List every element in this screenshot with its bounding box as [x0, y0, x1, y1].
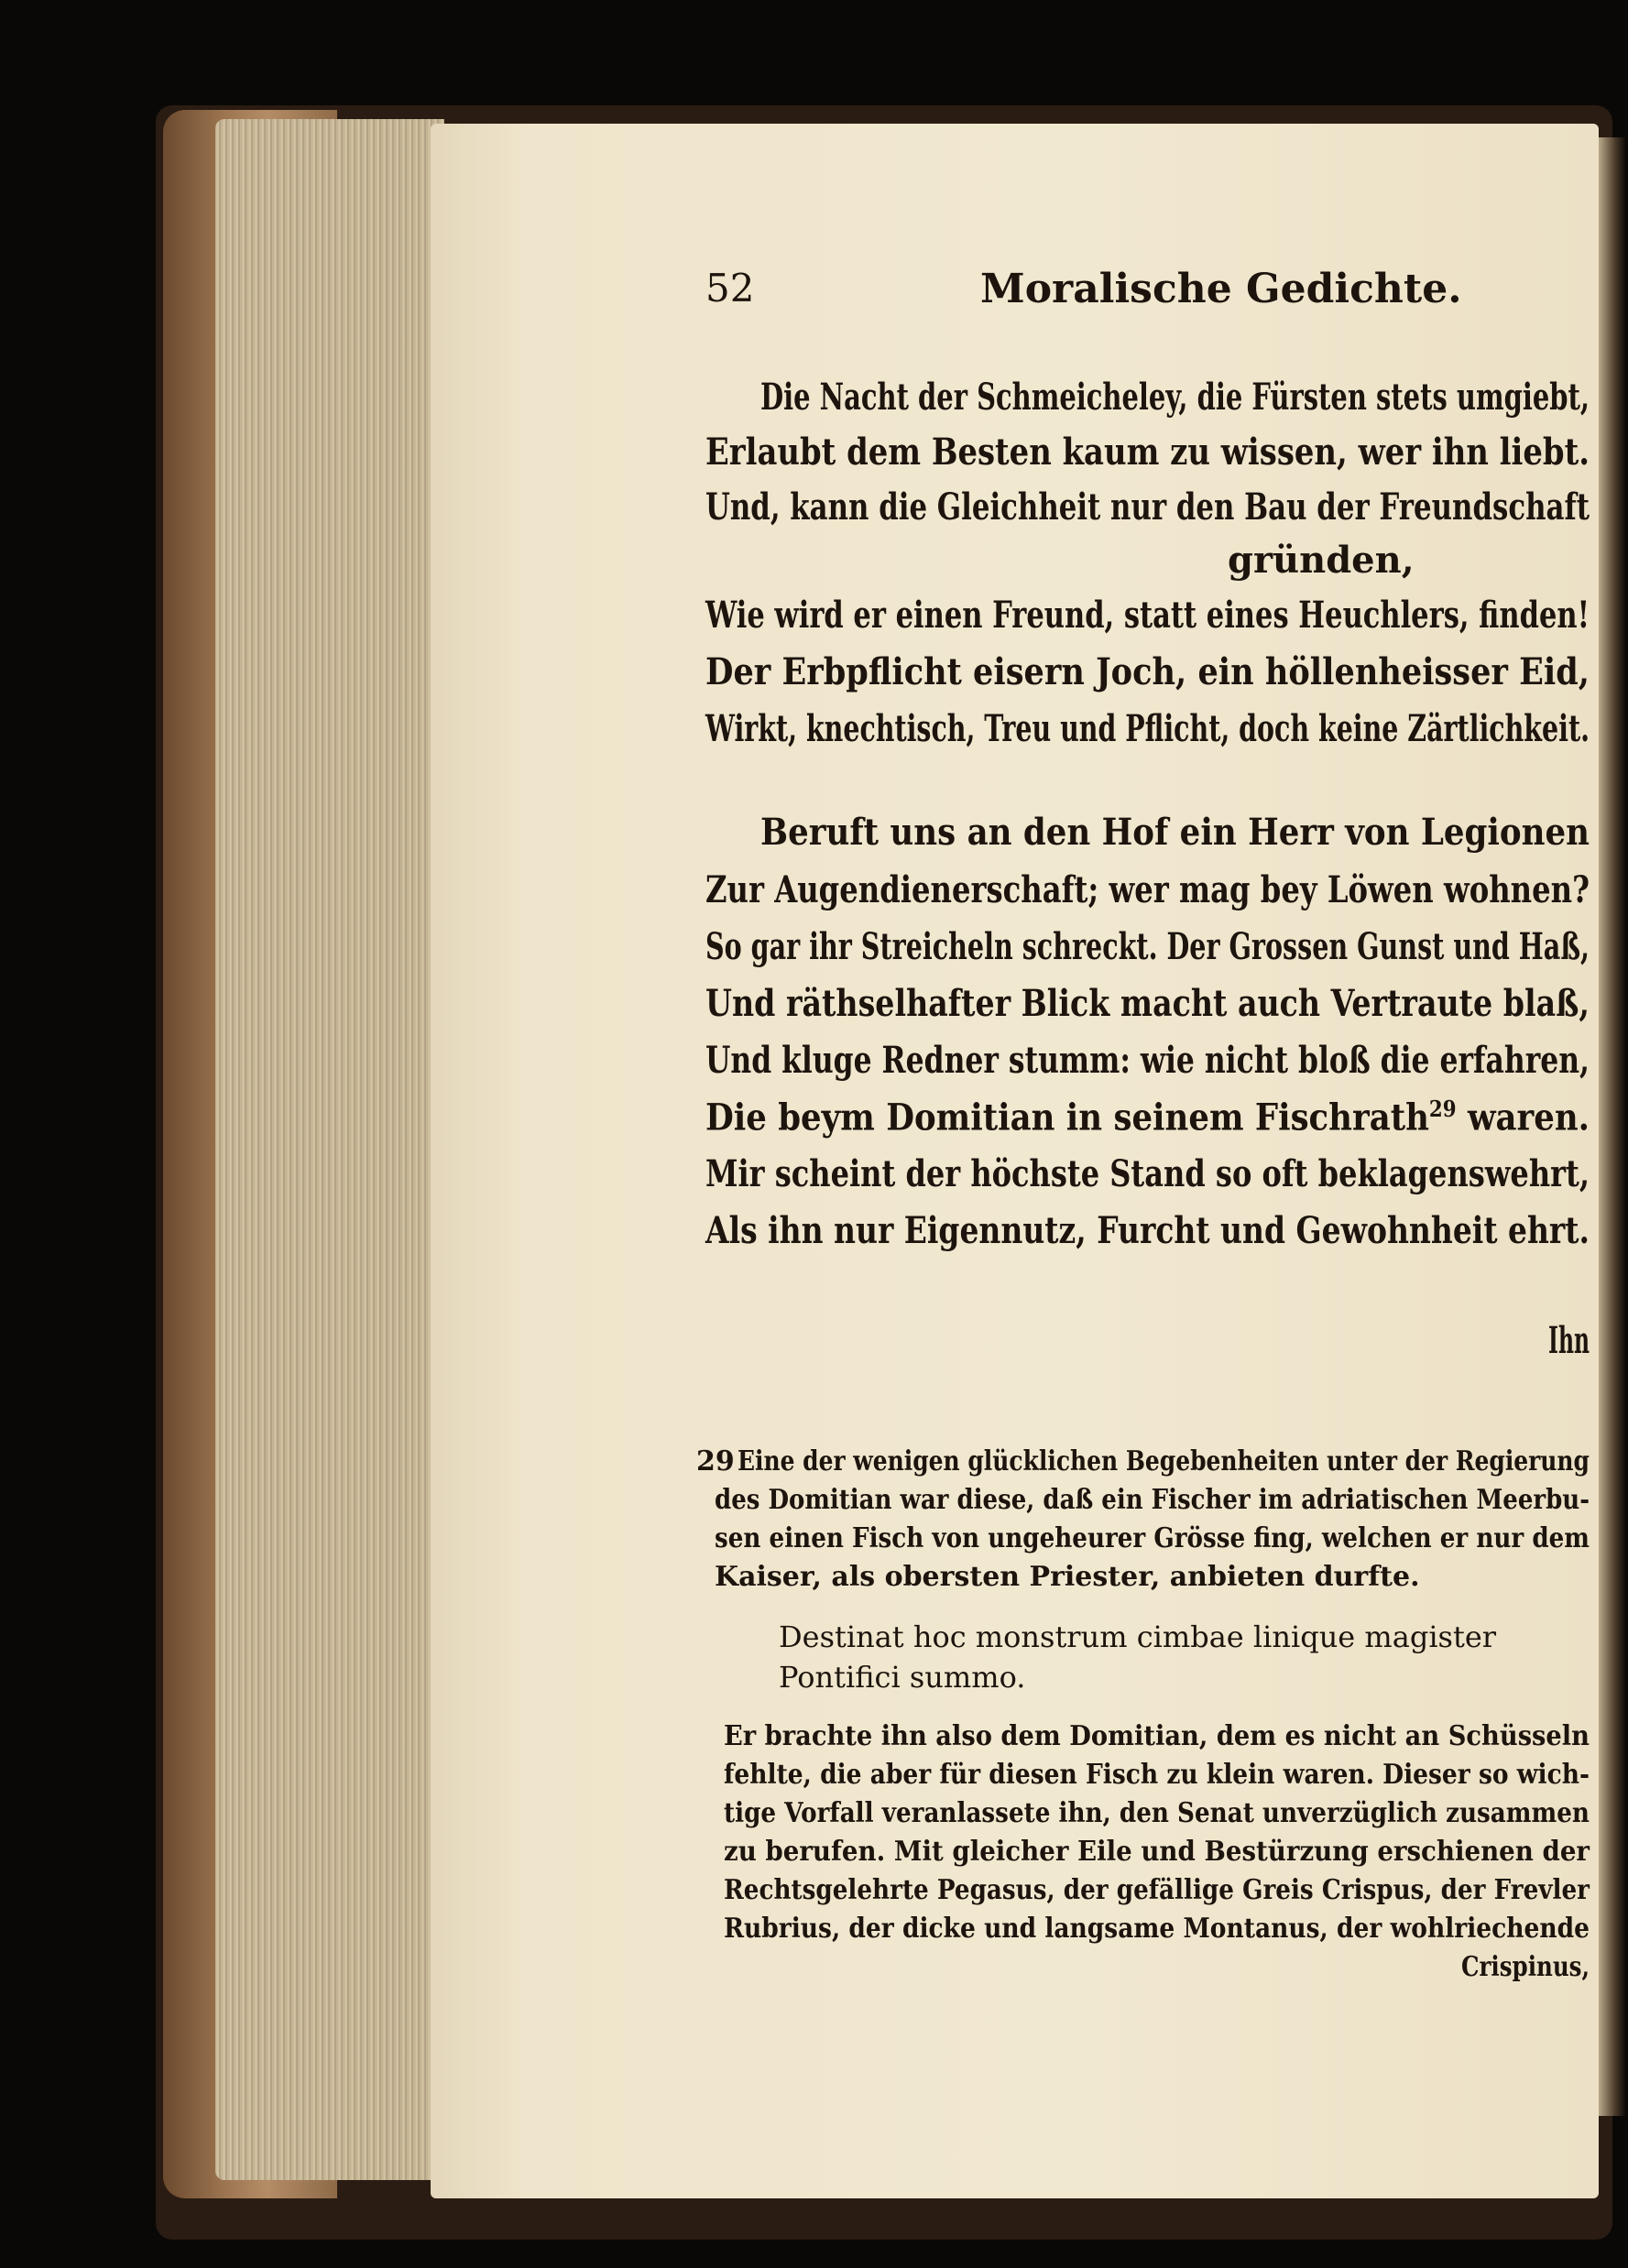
- verse-line: Und räthselhafter Blick macht auch Vertraute blaß,: [705, 982, 1590, 1025]
- footnote-number: 29: [696, 1445, 735, 1477]
- footnote-line: Kaiser, als obersten Priester, anbieten durfte.: [715, 1561, 1420, 1593]
- verse-line: Wirkt, knechtisch, Treu und Pflicht, doch keine Zärtlichkeit.: [705, 707, 1590, 750]
- verse-line-with-note: [705, 1096, 1590, 1139]
- footnote-ref: 29: [1428, 1096, 1457, 1122]
- footnote-line: fehlte, die aber für diesen Fisch zu klein waren. Dieser so wich-: [724, 1759, 1590, 1791]
- verse-line: Erlaubt dem Besten kaum zu wissen, wer ihn liebt.: [705, 431, 1590, 474]
- verse-line: Zur Augendienerschaft; wer mag bey Löwen wohnen?: [705, 868, 1590, 911]
- facing-page-edge: [1599, 137, 1626, 2116]
- verse-line: Beruft uns an den Hof ein Herr von Legionen: [760, 811, 1590, 854]
- verse-line: Und kluge Redner stumm: wie nicht bloß die erfahren,: [705, 1039, 1590, 1082]
- verse-line: So gar ihr Streicheln schreckt. Der Grossen Gunst und Haß,: [705, 925, 1590, 968]
- footnote-line: Crispinus,: [1461, 1951, 1590, 1983]
- latin-quote-line: Destinat hoc monstrum cimbae linique magister: [779, 1619, 1497, 1654]
- verse-line: Mir scheint der höchste Stand so oft beklagenswehrt,: [705, 1152, 1590, 1195]
- verse-line: Und, kann die Gleichheit nur den Bau der Freundschaft: [705, 485, 1590, 529]
- verse-line: Wie wird er einen Freund, statt eines Heuchlers, finden!: [705, 594, 1590, 637]
- verse-line: Als ihn nur Eigennutz, Furcht und Gewohnheit ehrt.: [705, 1209, 1590, 1252]
- verse-line-text: Die beym Domitian in seinem Fischrath: [705, 1096, 1429, 1139]
- latin-quote-line: Pontifici summo.: [779, 1660, 1026, 1695]
- footnote-line: des Domitian war diese, daß ein Fischer im adriatischen Meerbu-: [715, 1484, 1590, 1516]
- catchword: Ihn: [1548, 1319, 1590, 1362]
- footnote-line: Eine der wenigen glücklichen Begebenheiten unter der Regierung: [738, 1445, 1590, 1477]
- verse-line: Der Erbpflicht eisern Joch, ein höllenheisser Eid,: [705, 650, 1590, 693]
- page-edges: [215, 119, 444, 2180]
- running-title: Moralische Gedichte.: [980, 266, 1462, 312]
- verse-line-end: waren.: [1467, 1096, 1590, 1139]
- footnote-line: Rechtsgelehrte Pegasus, der gefällige Greis Crispus, der Frevler: [724, 1874, 1590, 1906]
- footnote-line: tige Vorfall veranlassete ihn, den Senat unverzüglich zusammen: [724, 1797, 1590, 1829]
- page-number: 52: [705, 266, 755, 311]
- footnote-line: zu berufen. Mit gleicher Eile und Bestürzung erschienen der: [724, 1836, 1590, 1868]
- verse-line: gründen,: [1228, 539, 1415, 582]
- verse-line: Die Nacht der Schmeicheley, die Fürsten stets umgiebt,: [760, 376, 1590, 419]
- footnote-line: Er brachte ihn also dem Domitian, dem es nicht an Schüsseln: [724, 1720, 1590, 1752]
- footnote-line: sen einen Fisch von ungeheurer Grösse fing, welchen er nur dem: [715, 1522, 1590, 1554]
- footnote-line: Rubrius, der dicke und langsame Montanus, der wohlriechende: [724, 1913, 1590, 1945]
